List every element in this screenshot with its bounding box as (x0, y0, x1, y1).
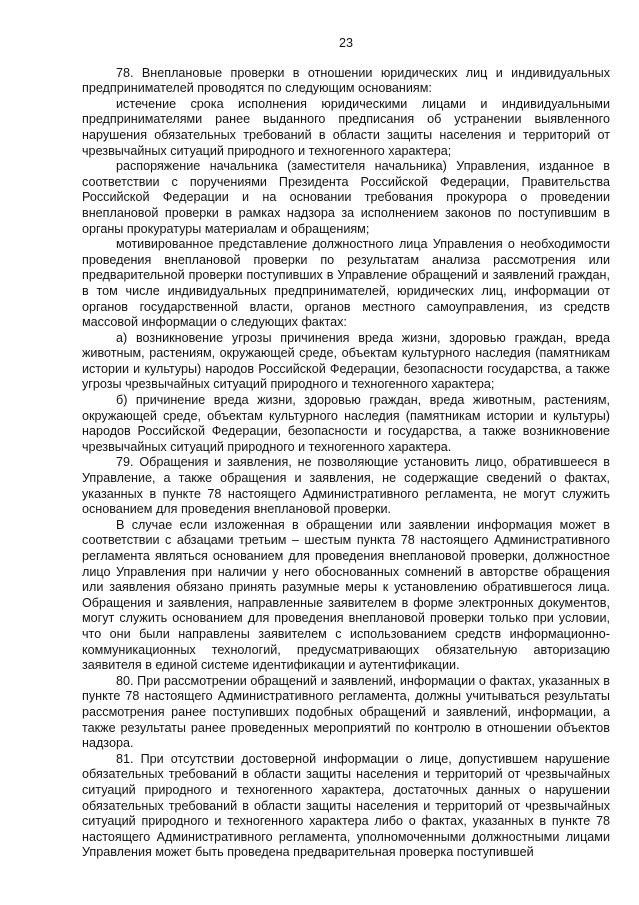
paragraph-79: 79. Обращения и заявления, не позволяющие установить лицо, обратившееся в Управление, а также обращения и заявления, не содержащие сведений о фактах, указанных в пункте 78 настоящего Административного регламента, не могут служить основанием для проведения внеплановой проверки. (82, 455, 610, 517)
paragraph-78-item-a: а) возникновение угрозы причинения вреда жизни, здоровью граждан, вреда животным, растениям, окружающей среде, объектам культурного наследия (памятникам истории и культуры) народов Российской Федерации, безопасности государства, а также угрозы чрезвычайных ситуаций природного и техногенного характера; (82, 330, 610, 392)
paragraph-78-intro: 78. Внеплановые проверки в отношении юридических лиц и индивидуальных предпринимателей проводятся по следующим основаниям: (82, 65, 610, 96)
paragraph-78-ground-3: мотивированное представление должностного лица Управления о необходимости проведения внеплановой проверки по результатам анализа рассмотрения или предварительной проверки поступивших в Управление обращений и заявлений граждан, в том числе индивидуальных предпринимателей, юридических лиц, информации от органов государственной власти, органов местного самоуправления, из средств массовой информации о следующих фактах: (82, 237, 610, 330)
paragraph-79-continued: В случае если изложенная в обращении или заявлении информация может в соответствии с абзацами третьим – шестым пункта 78 настоящего Административного регламента являться основанием для проведения внеплановой проверки, должностное лицо Управления при наличии у него обоснованных сомнений в авторстве обращения или заявления обязано принять разумные меры к установлению обратившегося лица. Обращения и заявления, направленные заявителем в форме электронных документов, могут служить основанием для проведения внеплановой проверки только при условии, что они были направлены заявителем с использованием средств информационно-коммуникационных технологий, предусматривающих обязательную авторизацию заявителя в единой системе идентификации и аутентификации. (82, 517, 610, 673)
paragraph-80: 80. При рассмотрении обращений и заявлений, информации о фактах, указанных в пункте 78 настоящего Административного регламента, должны учитываться результаты рассмотрения ранее поступивших подобных обращений и заявлений, информации, а также результаты ранее проведенных мероприятий по контролю в отношении объектов надзора. (82, 673, 610, 751)
document-page (82, 36, 610, 861)
page-number: 23 (338, 36, 353, 50)
paragraph-81: 81. При отсутствии достоверной информации о лице, допустившем нарушение обязательных требований в области защиты населения и территорий от чрезвычайных ситуаций природного и техногенного характера, достаточных данных о нарушении обязательных требований в области защиты населения и территорий от чрезвычайных ситуаций природного и техногенного характера либо о фактах, указанных в пункте 78 настоящего Административного регламента, уполномоченными должностными лицами Управления может быть проведена предварительная проверка поступившей (82, 751, 610, 860)
paragraph-78-item-b: б) причинение вреда жизни, здоровью граждан, вреда животным, растениям, окружающей среде, объектам культурного наследия (памятникам истории и культуры) народов Российской Федерации, безопасности и государства, а также возникновение чрезвычайных ситуаций природного и техногенного характера. (82, 393, 610, 454)
paragraph-78-ground-2: распоряжение начальника (заместителя начальника) Управления, изданное в соответствии с поручениями Президента Российской Федерации, Правительства Российской Федерации и на основании требования прокурора о проведении внеплановой проверки в рамках надзора за исполнением законов по поступившим в органы прокуратуры материалам и обращениям; (82, 159, 610, 236)
paragraph-78-ground-1: истечение срока исполнения юридическими лицами и индивидуальными предпринимателями ранее выданного предписания об устранении выявленного нарушения обязательных требований в области защиты населения и территорий от чрезвычайных ситуаций природного и техногенного характера; (82, 96, 610, 158)
